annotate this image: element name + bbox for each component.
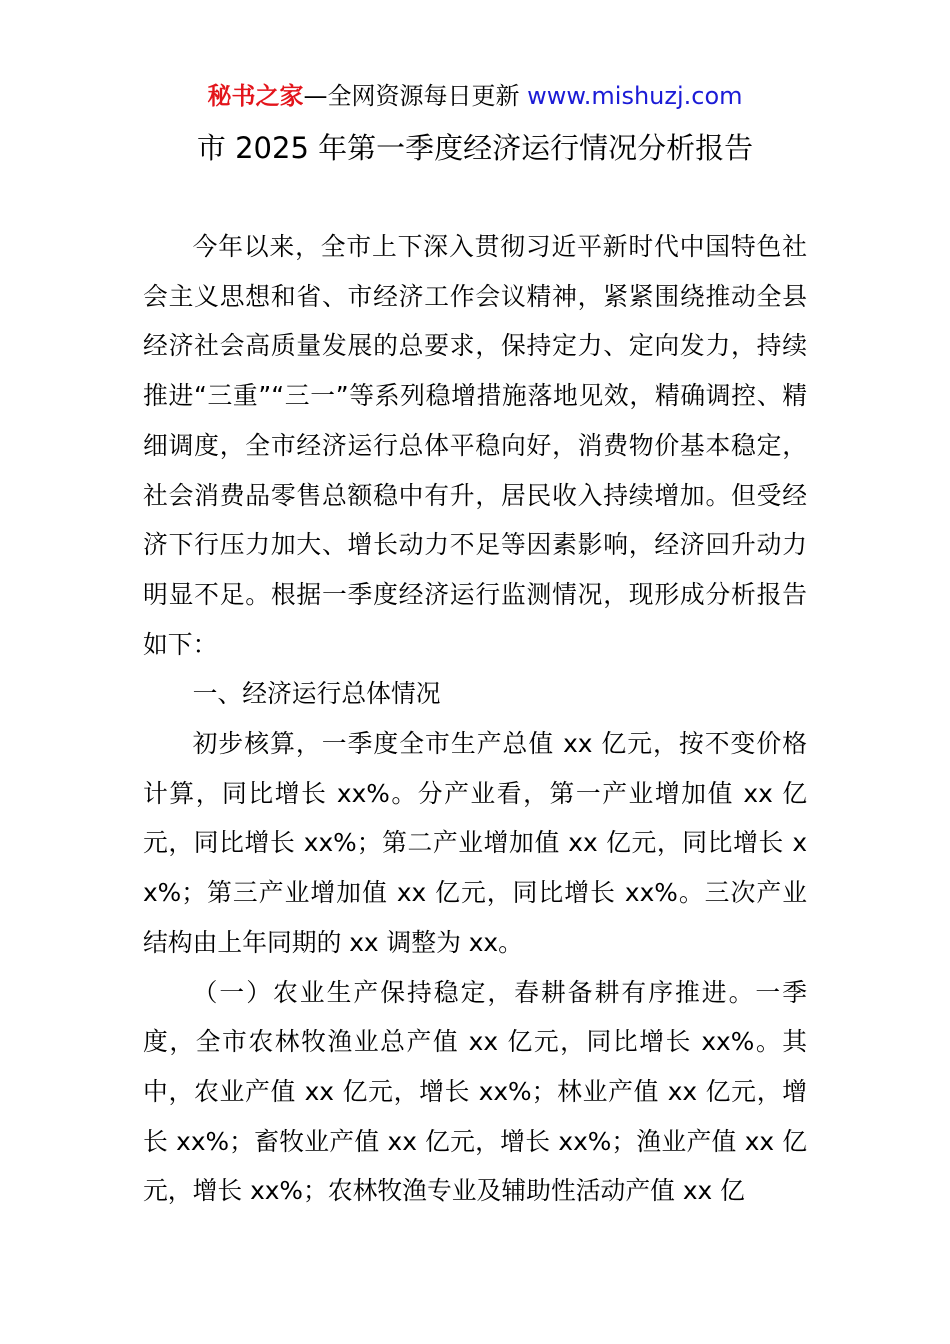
document-title: 市 2025 年第一季度经济运行情况分析报告: [196, 131, 754, 165]
intro-paragraph: 今年以来，全市上下深入贯彻习近平新时代中国特色社会主义思想和省、市经济工作会议精神，紧紧围绕推动全县经济社会高质量发展的总要求，保持定力、定向发力，持续推进“三重”“三一”等系列稳增措施落地见效，精确调控、精细调度，全市经济运行总体平稳向好，消费物价基本稳定，社会消费品零售总额稳中有升，居民收入持续增加。但受经济下行压力加大、增长动力不足等因素影响，经济回升动力明显不足。根据一季度经济运行监测情况，现形成分析报告如下：: [143, 232, 807, 659]
section-heading: 一、经济运行总体情况: [192, 679, 441, 709]
document-body: [143, 222, 807, 1216]
agriculture-paragraph: （一）农业生产保持稳定，春耕备耕有序推进。一季度，全市农林牧渔业总产值 xx 亿元，同比增长 xx%。其中，农业产值 xx 亿元，增长 xx%；林业产值 xx 亿元，增长 xx%；畜牧业产值 xx 亿元，增长 xx%；渔业产值 xx 亿元，增长 xx%；农林牧渔专业及辅助性活动产值 xx 亿: [143, 977, 807, 1206]
site-url-link[interactable]: www.mishuzj.com: [527, 82, 743, 110]
overview-paragraph: 初步核算，一季度全市生产总值 xx 亿元，按不变价格计算，同比增长 xx%。分产业看，第一产业增加值 xx 亿元，同比增长 xx%；第二产业增加值 xx 亿元，同比增长 xx%；第三产业增加值 xx 亿元，同比增长 xx%。三次产业结构由上年同期的 xx 调整为 xx。: [143, 729, 807, 957]
site-tagline: —全网资源每日更新: [303, 82, 520, 110]
site-brand: 秘书之家: [207, 82, 304, 110]
site-header: [0, 80, 950, 112]
